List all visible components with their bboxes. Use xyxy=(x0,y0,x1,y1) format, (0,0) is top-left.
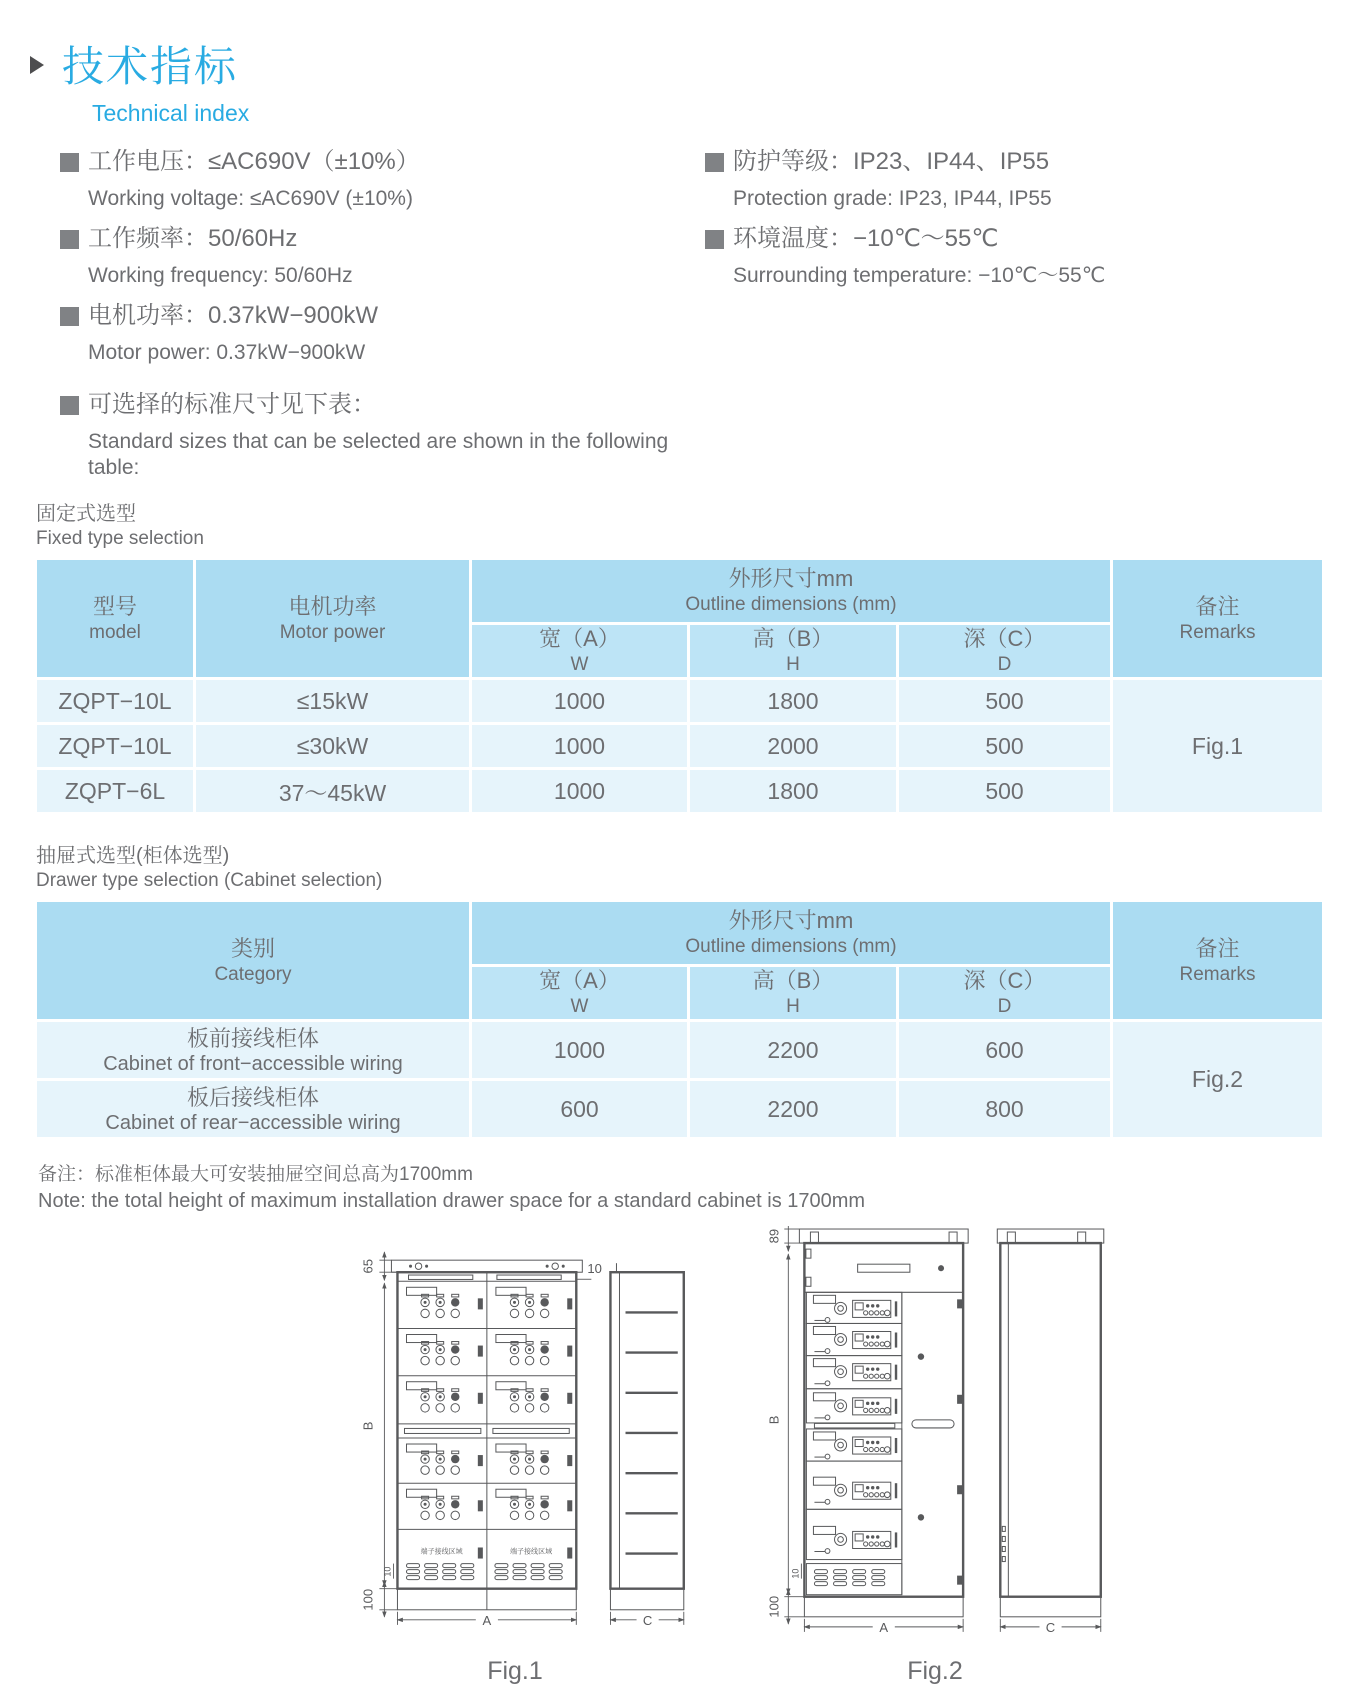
fig1-dim-height: B xyxy=(360,1421,376,1431)
cell-power: 37～45kW xyxy=(196,770,469,812)
drawer-unit xyxy=(813,1432,897,1459)
col-header-remarks: 备注 Remarks xyxy=(1113,902,1322,1019)
cell-depth: 600 xyxy=(899,1022,1110,1078)
spec-zh-text: 环境温度：−10℃～55℃ xyxy=(733,225,999,252)
drawer-unit xyxy=(496,1489,572,1519)
drawer-unit xyxy=(496,1444,572,1474)
spec-zh-text: 可选择的标准尺寸见下表： xyxy=(88,391,376,418)
drawer-table-label-en: Drawer type selection (Cabinet selection) xyxy=(36,870,383,891)
drawer-unit xyxy=(406,1489,482,1519)
fig1-drawing xyxy=(334,1225,696,1657)
spec-item-protection-grade xyxy=(705,147,1305,212)
fig2-side-view xyxy=(997,1229,1103,1617)
drawer-unit xyxy=(406,1444,482,1474)
fig2-dim-base: 100 xyxy=(766,1595,782,1618)
drawer-unit xyxy=(813,1393,897,1420)
spec-en-text: Surrounding temperature: −10℃～55℃ xyxy=(733,264,1106,287)
col-header-width: 宽（A） W xyxy=(472,967,687,1019)
page-header xyxy=(30,34,1357,127)
drawer-type-table xyxy=(34,899,1325,1140)
note xyxy=(38,1162,1357,1215)
bullet-square-icon xyxy=(705,230,724,249)
drawer-table-label-zh: 抽屉式选型(柜体选型) xyxy=(36,845,230,867)
fig2-dim-cap: 89 xyxy=(766,1228,782,1244)
spec-list xyxy=(60,147,1357,493)
col-header-motor-power: 电机功率 Motor power xyxy=(196,560,469,677)
spec-item-standard-sizes xyxy=(60,390,705,481)
cell-depth: 500 xyxy=(899,770,1110,812)
cell-width: 1000 xyxy=(472,1022,687,1078)
fig2-dim-depth: C xyxy=(1045,1619,1056,1635)
col-header-model: 型号 model xyxy=(37,560,193,677)
fig1-dim-depth: C xyxy=(642,1612,653,1628)
cell-depth: 800 xyxy=(899,1081,1110,1137)
spec-item-motor-power xyxy=(60,301,705,366)
cell-model: ZQPT−10L xyxy=(37,680,193,722)
cell-category: 板后接线柜体 Cabinet of rear−accessible wiring xyxy=(37,1081,469,1137)
fixed-type-table xyxy=(34,557,1325,815)
fig2-front-view xyxy=(799,1229,968,1617)
cell-width: 1000 xyxy=(472,770,687,812)
section-arrow-icon xyxy=(30,56,44,74)
drawer-unit xyxy=(406,1335,482,1365)
col-header-outline-dimensions: 外形尺寸mm Outline dimensions (mm) xyxy=(472,902,1110,964)
bullet-square-icon xyxy=(60,396,79,415)
spec-item-working-frequency xyxy=(60,224,705,289)
col-header-height: 高（B） H xyxy=(690,967,896,1019)
bullet-square-icon xyxy=(60,307,79,326)
fixed-table-label-zh: 固定式选型 xyxy=(36,503,136,525)
bullet-square-icon xyxy=(60,153,79,172)
spec-en-text: Protection grade: IP23, IP44, IP55 xyxy=(733,187,1052,210)
spec-en-text: Standard sizes that can be selected are shown in the following table: xyxy=(88,430,669,479)
spec-en-text: Working voltage: ≤AC690V (±10%) xyxy=(88,187,413,210)
drawer-unit xyxy=(496,1287,572,1317)
fig2-drawing xyxy=(754,1225,1116,1657)
spec-en-text: Working frequency: 50/60Hz xyxy=(88,264,353,287)
drawer-unit xyxy=(406,1382,482,1412)
cell-model: ZQPT−10L xyxy=(37,725,193,767)
col-header-category: 类别 Category xyxy=(37,902,469,1019)
spec-zh-text: 工作频率：50/60Hz xyxy=(88,225,298,252)
drawer-unit xyxy=(406,1287,482,1317)
col-header-height: 高（B） H xyxy=(690,625,896,677)
col-header-depth: 深（C） D xyxy=(899,967,1110,1019)
col-header-depth: 深（C） D xyxy=(899,625,1110,677)
spec-zh-text: 电机功率：0.37kW−900kW xyxy=(88,302,379,329)
fig1-terminal-compartments xyxy=(406,1547,572,1580)
fixed-table-label-en: Fixed type selection xyxy=(36,528,204,549)
drawer-unit xyxy=(496,1335,572,1365)
table-row xyxy=(37,1022,1322,1078)
cell-category: 板前接线柜体 Cabinet of front−accessible wiring xyxy=(37,1022,469,1078)
figure-1 xyxy=(334,1225,696,1686)
cell-power: ≤15kW xyxy=(196,680,469,722)
cell-remark: Fig.2 xyxy=(1113,1022,1322,1137)
fig1-caption: Fig.1 xyxy=(487,1657,543,1685)
note-zh: 备注：标准柜体最大可安装抽屉空间总高为1700mm xyxy=(38,1164,473,1185)
figure-2 xyxy=(754,1225,1116,1686)
page-title-zh: 技术指标 xyxy=(62,43,239,90)
fig2-dim-height: B xyxy=(766,1415,782,1425)
spec-zh-text: 工作电压：≤AC690V（±10%） xyxy=(88,148,420,175)
terminal-area-label: 端子接线区域 xyxy=(420,1548,463,1556)
fig1-dimensions xyxy=(360,1252,683,1628)
terminal-area-label: 端子接线区域 xyxy=(510,1548,553,1556)
spec-column-left xyxy=(60,147,705,493)
figures xyxy=(334,1225,1357,1686)
cell-model: ZQPT−6L xyxy=(37,770,193,812)
spec-zh-text: 防护等级：IP23、IP44、IP55 xyxy=(733,148,1050,175)
fig1-dim-base: 100 xyxy=(360,1588,376,1611)
fig1-dim-cap: 65 xyxy=(360,1258,376,1274)
cell-width: 600 xyxy=(472,1081,687,1137)
page-title-en: Technical index xyxy=(92,100,250,126)
bullet-square-icon xyxy=(60,230,79,249)
note-en: Note: the total height of maximum installation drawer space for a standard cabinet is 1700mm xyxy=(38,1190,866,1212)
cell-width: 1000 xyxy=(472,725,687,767)
spec-item-working-voltage xyxy=(60,147,705,212)
cell-width: 1000 xyxy=(472,680,687,722)
fig1-side-view xyxy=(610,1263,683,1610)
fig2-caption: Fig.2 xyxy=(907,1657,963,1685)
cell-depth: 500 xyxy=(899,680,1110,722)
col-header-outline-dimensions: 外形尺寸mm Outline dimensions (mm) xyxy=(472,560,1110,622)
fig2-dim-width: A xyxy=(879,1619,889,1635)
fixed-table-label xyxy=(36,501,1357,551)
drawer-unit xyxy=(813,1295,897,1322)
drawer-table-label xyxy=(36,843,1357,893)
fig1-dim-vent: 10 xyxy=(382,1566,393,1577)
drawer-unit xyxy=(813,1326,897,1353)
cell-height: 2200 xyxy=(690,1022,896,1078)
cell-height: 1800 xyxy=(690,770,896,812)
fig1-front-view xyxy=(391,1260,582,1610)
drawer-unit xyxy=(496,1382,572,1412)
fig1-dim-width: A xyxy=(482,1612,492,1628)
cell-height: 2200 xyxy=(690,1081,896,1137)
cell-height: 2000 xyxy=(690,725,896,767)
bullet-square-icon xyxy=(705,153,724,172)
spec-column-right xyxy=(705,147,1305,493)
drawer-unit xyxy=(813,1359,897,1386)
fig2-dim-vent: 10 xyxy=(790,1568,801,1579)
col-header-width: 宽（A） W xyxy=(472,625,687,677)
cell-depth: 500 xyxy=(899,725,1110,767)
fig1-drawer-grid xyxy=(406,1287,572,1519)
fig2-door xyxy=(912,1299,963,1584)
cell-height: 1800 xyxy=(690,680,896,722)
col-header-remarks: 备注 Remarks xyxy=(1113,560,1322,677)
table-row xyxy=(37,680,1322,722)
drawer-unit xyxy=(813,1477,897,1504)
spec-en-text: Motor power: 0.37kW−900kW xyxy=(88,341,366,364)
drawer-unit xyxy=(813,1526,897,1553)
cell-remark: Fig.1 xyxy=(1113,680,1322,812)
fig2-drawer-units xyxy=(813,1295,897,1553)
spec-item-surrounding-temperature xyxy=(705,224,1305,289)
cell-power: ≤30kW xyxy=(196,725,469,767)
fig1-dim-top-right: 10 xyxy=(587,1261,602,1277)
